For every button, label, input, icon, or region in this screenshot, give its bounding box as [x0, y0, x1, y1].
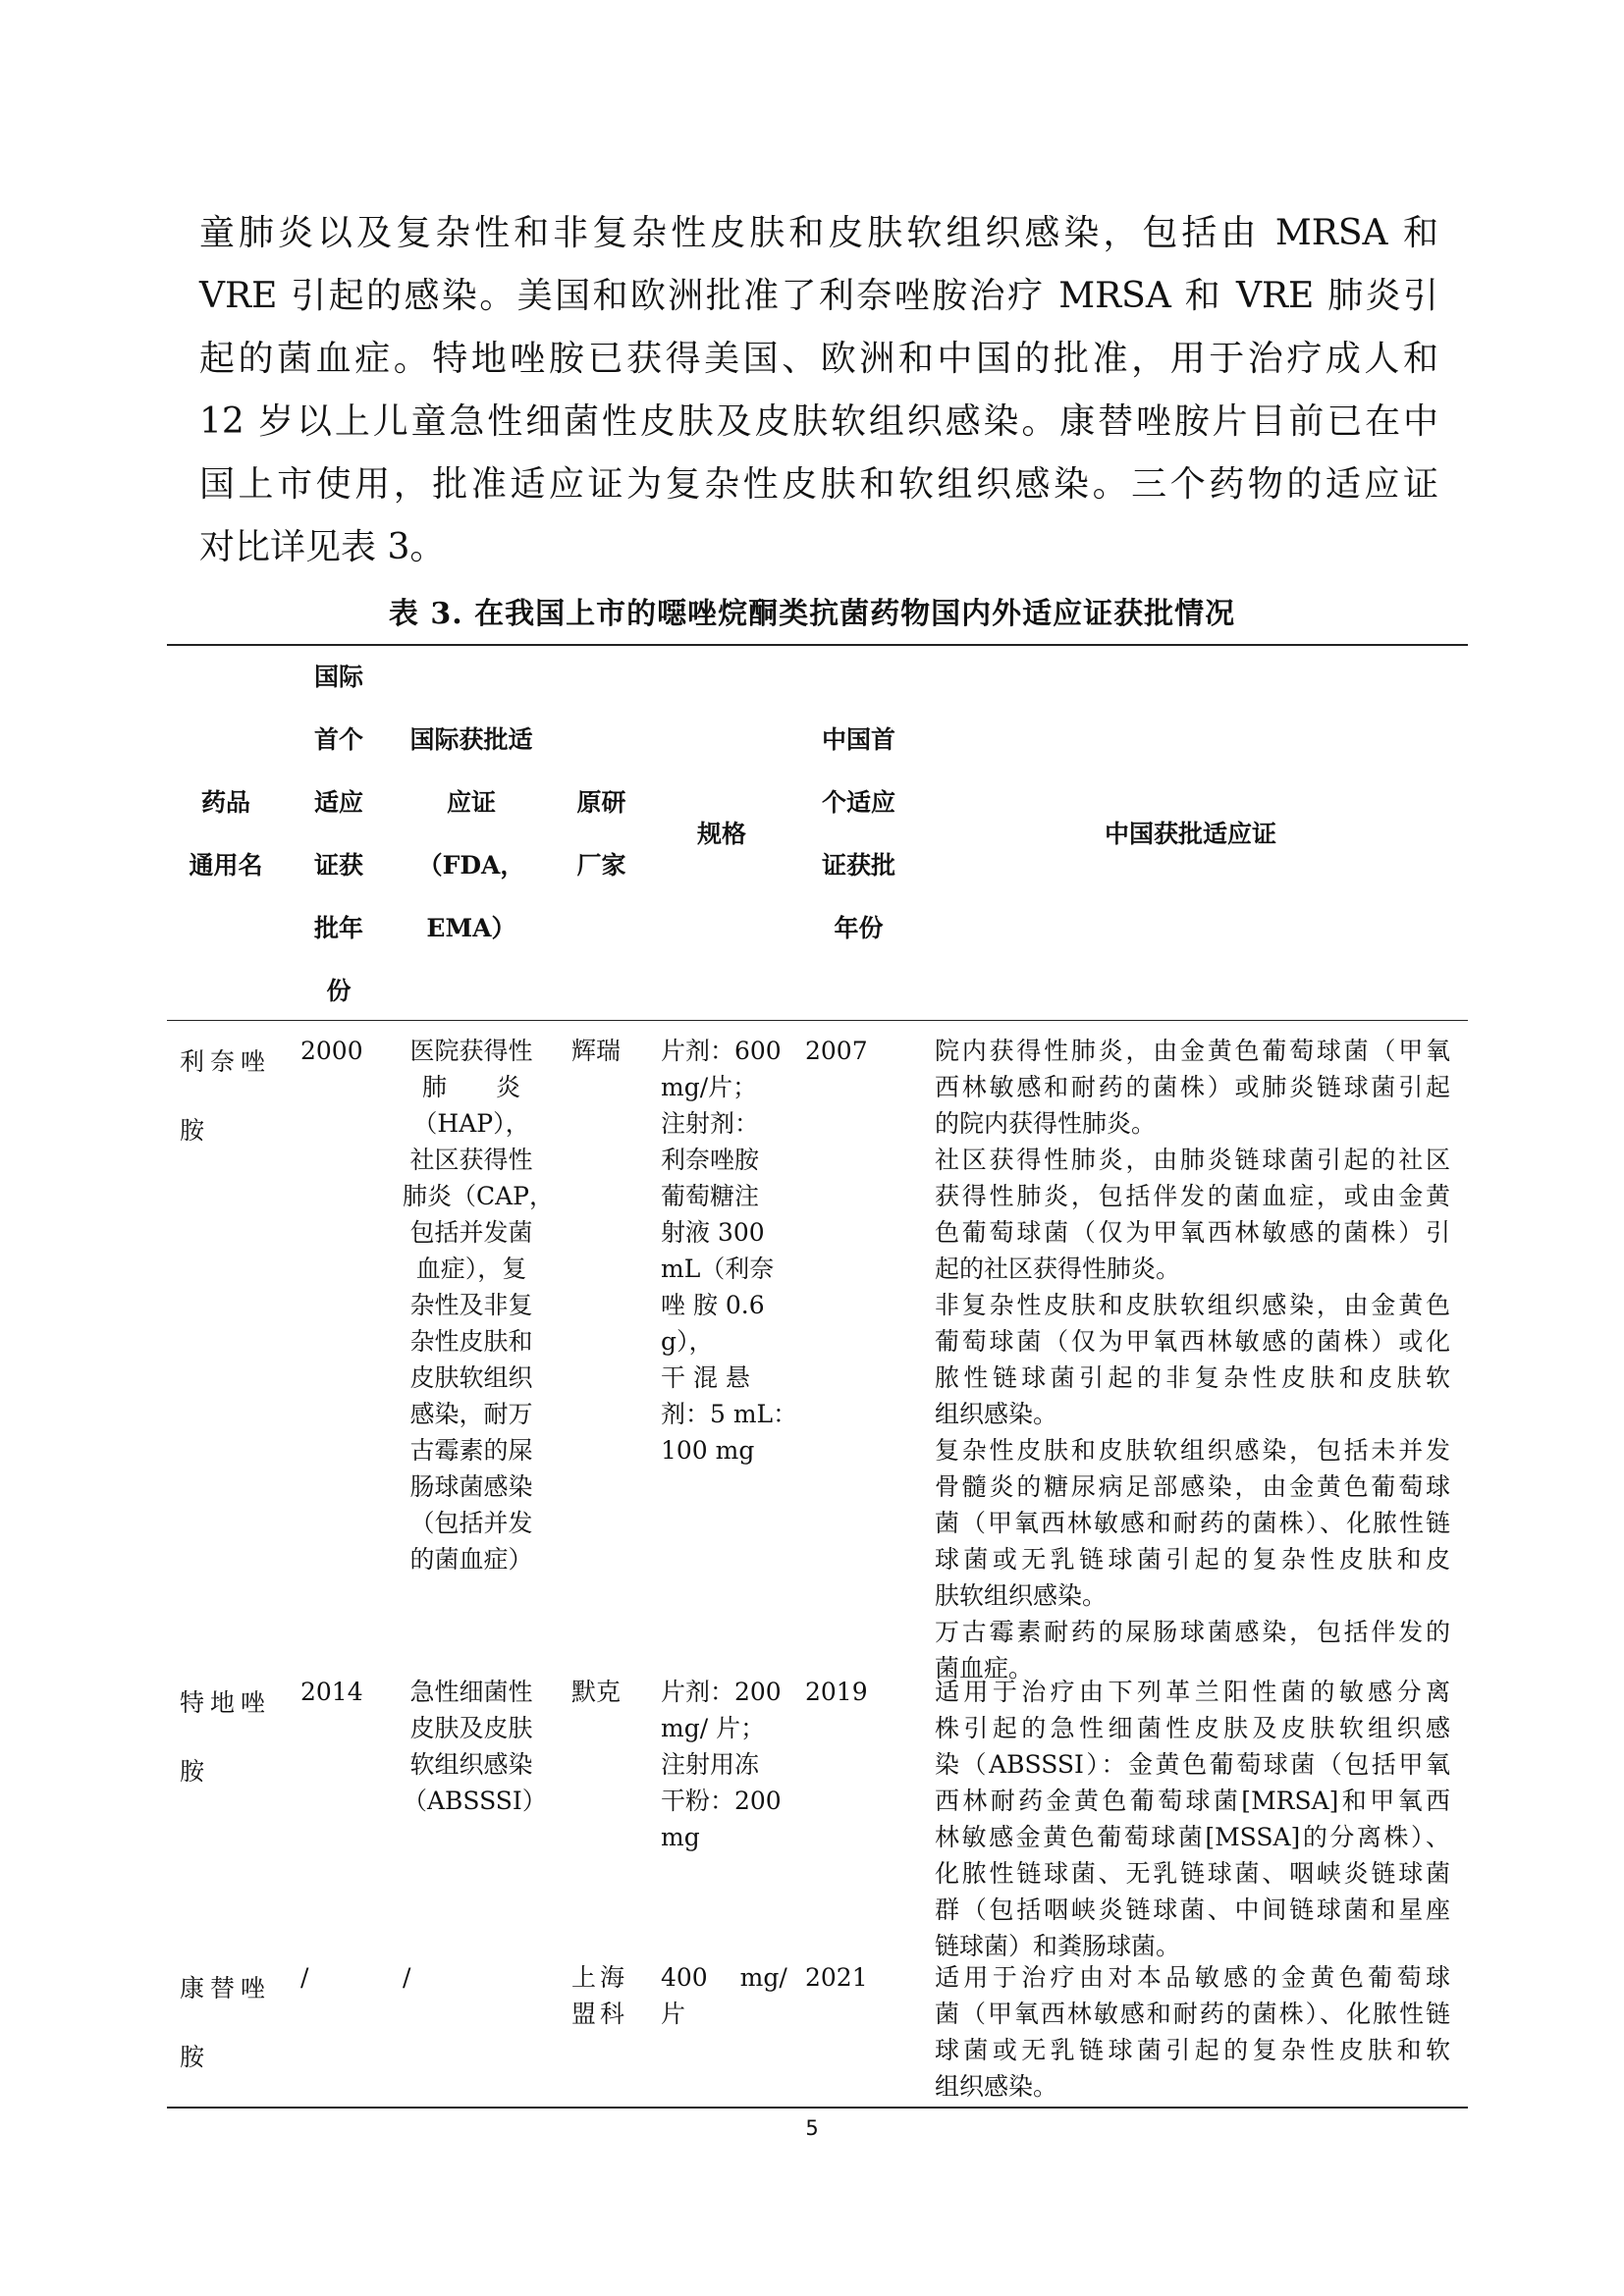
cell-line: mg/ 片； [661, 1714, 766, 1742]
cell-line: 注射剂： [661, 1109, 760, 1138]
cell-line: mg/片； [661, 1073, 758, 1101]
cell-line: 起的社区获得性肺炎。 [935, 1255, 1181, 1283]
table-row-tedizolid-cn-indication [935, 1674, 1450, 1964]
cell-line: 2014 [300, 1678, 363, 1706]
page-number: 5 [805, 2116, 819, 2140]
cell-line: 干粉：200 [661, 1787, 782, 1815]
cell-line: mL（利奈 [661, 1255, 775, 1283]
header-drug-name [172, 772, 280, 897]
table-row-tedizolid-intl-year [300, 1674, 379, 1710]
table-row-contezolid-intl-indication [403, 1959, 540, 1996]
cell-line: 西林敏感和耐药的菌株）或肺炎链球菌引起 [935, 1073, 1450, 1101]
table-row-tedizolid-intl-indication [403, 1674, 547, 1819]
table-row-tedizolid-spec [661, 1674, 784, 1855]
cell-line: 菌（甲氧西林敏感和耐药的菌株）、化脓性链 [935, 2000, 1450, 2028]
cell-line: 化脓性链球菌、无乳链球菌、咽峡炎链球菌 [935, 1859, 1450, 1888]
intro-line: 对比详见表 3。 [199, 527, 446, 567]
cell-line: 肺 炎 [421, 1073, 520, 1101]
header-line: 国际获批适 [409, 725, 533, 754]
cell-line: 院内获得性肺炎，由金黄色葡萄球菌（甲氧 [935, 1037, 1450, 1065]
cell-line: 2007 [805, 1037, 868, 1065]
cell-line: 辉瑞 [571, 1037, 622, 1065]
cell-line: 胺 [180, 1116, 211, 1145]
cell-line: 球菌或无乳链球菌引起的复杂性皮肤和皮 [935, 1545, 1450, 1574]
cell-line: 菌（甲氧西林敏感和耐药的菌株）、化脓性链 [935, 1509, 1450, 1537]
cell-line: 感染，耐万 [409, 1400, 533, 1428]
cell-line: 100 mg [661, 1436, 755, 1465]
table-row-tedizolid-name [180, 1674, 278, 1811]
cell-line: 盟科 [571, 2000, 629, 2028]
header-line: 个适应 [821, 788, 895, 817]
table-row-linezolid-originator [571, 1033, 650, 1069]
cell-line: 片剂：600 [661, 1037, 782, 1065]
cell-line: 株引起的急性细菌性皮肤及皮肤软组织感 [935, 1714, 1450, 1742]
header-line: 年份 [834, 914, 884, 942]
header-line: 证获 [313, 851, 363, 880]
header-line: 通用名 [189, 851, 263, 880]
cell-line: 射液 300 [661, 1218, 765, 1247]
cell-line: 组织感染。 [935, 1400, 1058, 1428]
cell-line: （包括并发 [409, 1509, 533, 1537]
cell-line: （ABSSSI） [403, 1787, 547, 1815]
header-intl-indication [393, 709, 550, 960]
header-originator [560, 772, 643, 897]
table-row-linezolid-intl-year [300, 1033, 379, 1069]
cell-line: / [403, 1963, 411, 1992]
cell-line: 获得性肺炎，包括伴发的菌血症，或由金黄 [935, 1182, 1450, 1210]
cell-line: 2021 [805, 1963, 868, 1992]
table-row-contezolid-originator [571, 1959, 650, 2032]
cell-line: 皮肤及皮肤 [409, 1714, 533, 1742]
header-line: EMA） [426, 914, 516, 942]
header-specification [653, 803, 790, 866]
cell-line: 非复杂性皮肤和皮肤软组织感染，由金黄色 [935, 1291, 1450, 1319]
cell-line: g）， [661, 1327, 714, 1356]
table-row-contezolid-intl-year [300, 1959, 379, 1996]
cell-line: 杂性皮肤和 [409, 1327, 533, 1356]
header-line: 批年 [313, 914, 363, 942]
header-line: 证获批 [821, 851, 895, 880]
cell-line: 肺炎（CAP， [403, 1182, 555, 1210]
cell-line: 西林耐药金黄色葡萄球菌[MRSA]和甲氧西 [935, 1787, 1450, 1815]
table-row-tedizolid-originator [571, 1674, 650, 1710]
cell-line: 胺 [180, 1757, 211, 1786]
table-row-linezolid-name [180, 1033, 278, 1170]
header-line: 中国首 [821, 725, 895, 754]
cell-line: 社区获得性 [409, 1146, 533, 1174]
cell-line: 片剂：200 [661, 1678, 782, 1706]
intro-line: 起的菌血症。特地唑胺已获得美国、欧洲和中国的批准，用于治疗成人和 [199, 339, 1438, 379]
cell-line: 古霉素的屎 [409, 1436, 533, 1465]
cell-line: 的院内获得性肺炎。 [935, 1109, 1157, 1138]
cell-line: 唑 胺 0.6 [661, 1291, 765, 1319]
cell-line: 皮肤软组织 [409, 1363, 533, 1392]
table-bottom-rule [167, 2107, 1468, 2109]
intro-paragraph [199, 202, 1438, 579]
cell-line: 骨髓炎的糖尿病足部感染，由金黄色葡萄球 [935, 1472, 1450, 1501]
cell-line: 杂性及非复 [409, 1291, 533, 1319]
cell-line: 康替唑 [180, 1974, 272, 2002]
cell-line: 利奈唑 [180, 1047, 272, 1076]
table-row-linezolid-spec [661, 1033, 798, 1468]
table-row-linezolid-cn-indication [935, 1033, 1450, 1686]
cell-line: 血症），复 [415, 1255, 527, 1283]
table-row-contezolid-cn-indication [935, 1959, 1450, 2105]
cell-line: 医院获得性 [409, 1037, 533, 1065]
cell-line: 干 混 悬 [661, 1363, 750, 1392]
cell-line: 葡萄球菌（仅为甲氧西林敏感的菌株）或化 [935, 1327, 1450, 1356]
header-line: 首个 [313, 725, 363, 754]
header-line: 中国获批适应证 [1104, 820, 1276, 848]
cell-line: 适用于治疗由对本品敏感的金黄色葡萄球 [935, 1963, 1450, 1992]
cell-line: 色葡萄球菌（仅为甲氧西林敏感的菌株）引 [935, 1218, 1450, 1247]
header-line: 规格 [696, 820, 746, 848]
cell-line: 上海 [571, 1963, 629, 1992]
cell-line: 急性细菌性 [409, 1678, 533, 1706]
cell-line: 400 mg/ [661, 1963, 787, 1992]
header-intl-first-year [295, 646, 383, 1023]
cell-line: 万古霉素耐药的屎肠球菌感染，包括伴发的 [935, 1618, 1450, 1646]
header-line: 厂家 [576, 851, 626, 880]
cell-line: 软组织感染 [409, 1750, 533, 1779]
cell-line: 脓性链球菌引起的非复杂性皮肤和皮肤软 [935, 1363, 1450, 1392]
header-line: （FDA， [417, 851, 525, 880]
cell-line: 链球菌）和粪肠球菌。 [935, 1932, 1181, 1960]
header-line: 国际 [313, 663, 363, 691]
header-line: 适应 [313, 788, 363, 817]
table-row-linezolid-intl-indication [403, 1033, 555, 1577]
cell-line: （HAP）， [412, 1109, 530, 1138]
header-cn-first-year [797, 709, 920, 960]
header-cn-indication [928, 803, 1453, 866]
cell-line: 片 [661, 2000, 686, 2028]
cell-line: 染（ABSSSI）：金黄色葡萄球菌（包括甲氧 [935, 1750, 1450, 1779]
header-line: 药品 [200, 788, 250, 817]
table-row-contezolid-cn-year [805, 1959, 903, 1996]
cell-line: 默克 [571, 1678, 622, 1706]
table-caption: 表 3. 在我国上市的噁唑烷酮类抗菌药物国内外适应证获批情况 [388, 597, 1236, 631]
cell-line: 社区获得性肺炎，由肺炎链球菌引起的社区 [935, 1146, 1450, 1174]
cell-line: 注射用冻 [661, 1750, 760, 1779]
table-row-contezolid-spec [661, 1959, 787, 2032]
header-line: 应证 [446, 788, 496, 817]
intro-line: 12 岁以上儿童急性细菌性皮肤及皮肤软组织感染。康替唑胺片目前已在中 [199, 401, 1438, 442]
cell-line: 组织感染。 [935, 2072, 1058, 2101]
cell-line: 2019 [805, 1678, 868, 1706]
cell-line: 肤软组织感染。 [935, 1581, 1108, 1610]
cell-line: 包括并发菌 [409, 1218, 533, 1247]
cell-line: 球菌或无乳链球菌引起的复杂性皮肤和软 [935, 2036, 1450, 2064]
table-row-tedizolid-cn-year [805, 1674, 903, 1710]
cell-line: 群（包括咽峡炎链球菌、中间链球菌和星座 [935, 1896, 1450, 1924]
header-line: 份 [326, 977, 352, 1005]
cell-line: 肠球菌感染 [409, 1472, 533, 1501]
cell-line: 适用于治疗由下列革兰阳性菌的敏感分离 [935, 1678, 1450, 1706]
cell-line: 2000 [300, 1037, 363, 1065]
cell-line: 胺 [180, 2043, 211, 2071]
table-row-linezolid-cn-year [805, 1033, 903, 1069]
cell-line: 的菌血症） [409, 1545, 533, 1574]
cell-line: / [300, 1963, 309, 1992]
cell-line: 特地唑 [180, 1688, 272, 1717]
intro-line: 童肺炎以及复杂性和非复杂性皮肤和皮肤软组织感染，包括由 MRSA 和 [199, 213, 1438, 253]
header-line: 原研 [576, 788, 626, 817]
cell-line: 葡萄糖注 [661, 1182, 760, 1210]
cell-line: 复杂性皮肤和皮肤软组织感染，包括未并发 [935, 1436, 1450, 1465]
cell-line: 利奈唑胺 [661, 1146, 760, 1174]
cell-line: 剂：5 mL： [661, 1400, 798, 1428]
intro-line: 国上市使用，批准适应证为复杂性皮肤和软组织感染。三个药物的适应证 [199, 464, 1438, 505]
table-row-contezolid-name [180, 1959, 278, 2097]
cell-line: mg [661, 1823, 700, 1851]
cell-line: 林敏感金黄色葡萄球菌[MSSA]的分离株）、 [935, 1823, 1450, 1851]
intro-line: VRE 引起的感染。美国和欧洲批准了利奈唑胺治疗 MRSA 和 VRE 肺炎引 [199, 276, 1438, 316]
cell-line: 菌血症。 [935, 1654, 1034, 1682]
